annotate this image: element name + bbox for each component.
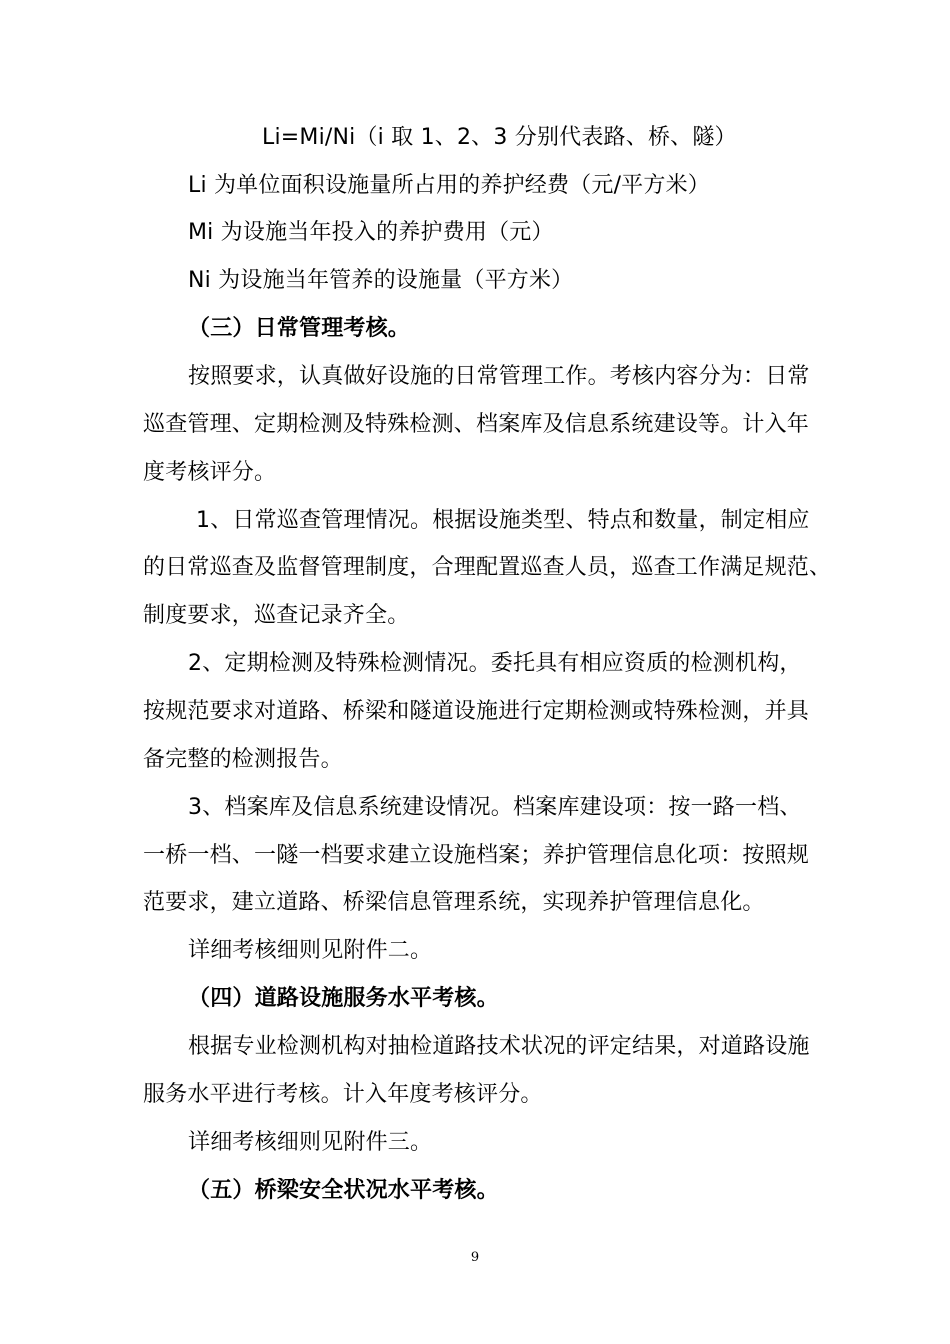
- section-heading-3: （三）日常管理考核。: [188, 316, 411, 341]
- section-heading-4: （四）道路设施服务水平考核。: [188, 986, 499, 1011]
- definition-ni: Ni 为设施当年管养的设施量（平方米）: [188, 268, 574, 293]
- paragraph-line: 制度要求，巡查记录齐全。: [143, 603, 410, 628]
- formula-line: Li=Mi/Ni（i 取 1、2、3 分别代表路、桥、隧）: [262, 125, 737, 150]
- page-number: 9: [470, 1250, 480, 1265]
- paragraph-line: 详细考核细则见附件二。: [188, 938, 433, 963]
- paragraph-line: 服务水平进行考核。计入年度考核评分。: [143, 1082, 543, 1107]
- paragraph-line: 3、档案库及信息系统建设情况。档案库建设项：按一路一档、: [188, 795, 802, 820]
- paragraph-line: 巡查管理、定期检测及特殊检测、档案库及信息系统建设等。计入年: [143, 412, 810, 437]
- paragraph-line: 2、定期检测及特殊检测情况。委托具有相应资质的检测机构，: [188, 651, 802, 676]
- definition-li: Li 为单位面积设施量所占用的养护经费（元/平方米）: [188, 173, 710, 198]
- paragraph-line: 根据专业检测机构对抽检道路技术状况的评定结果，对道路设施: [188, 1034, 810, 1059]
- paragraph-line: 详细考核细则见附件三。: [188, 1130, 433, 1155]
- paragraph-line: 一桥一档、一隧一档要求建立设施档案；养护管理信息化项：按照规: [143, 843, 810, 868]
- paragraph-line: 按照要求，认真做好设施的日常管理工作。考核内容分为：日常: [188, 364, 810, 389]
- paragraph-line: 范要求，建立道路、桥梁信息管理系统，实现养护管理信息化。: [143, 890, 765, 915]
- paragraph-line: 的日常巡查及监督管理制度，合理配置巡查人员，巡查工作满足规范、: [143, 555, 832, 580]
- paragraph-line: 备完整的检测报告。: [143, 747, 343, 772]
- paragraph-line: 度考核评分。: [143, 460, 277, 485]
- paragraph-line: 按规范要求对道路、桥梁和隧道设施进行定期检测或特殊检测，并具: [143, 699, 810, 724]
- section-heading-5: （五）桥梁安全状况水平考核。: [188, 1178, 499, 1203]
- paragraph-line: 1、日常巡查管理情况。根据设施类型、特点和数量，制定相应: [196, 508, 810, 533]
- definition-mi: Mi 为设施当年投入的养护费用（元）: [188, 220, 554, 245]
